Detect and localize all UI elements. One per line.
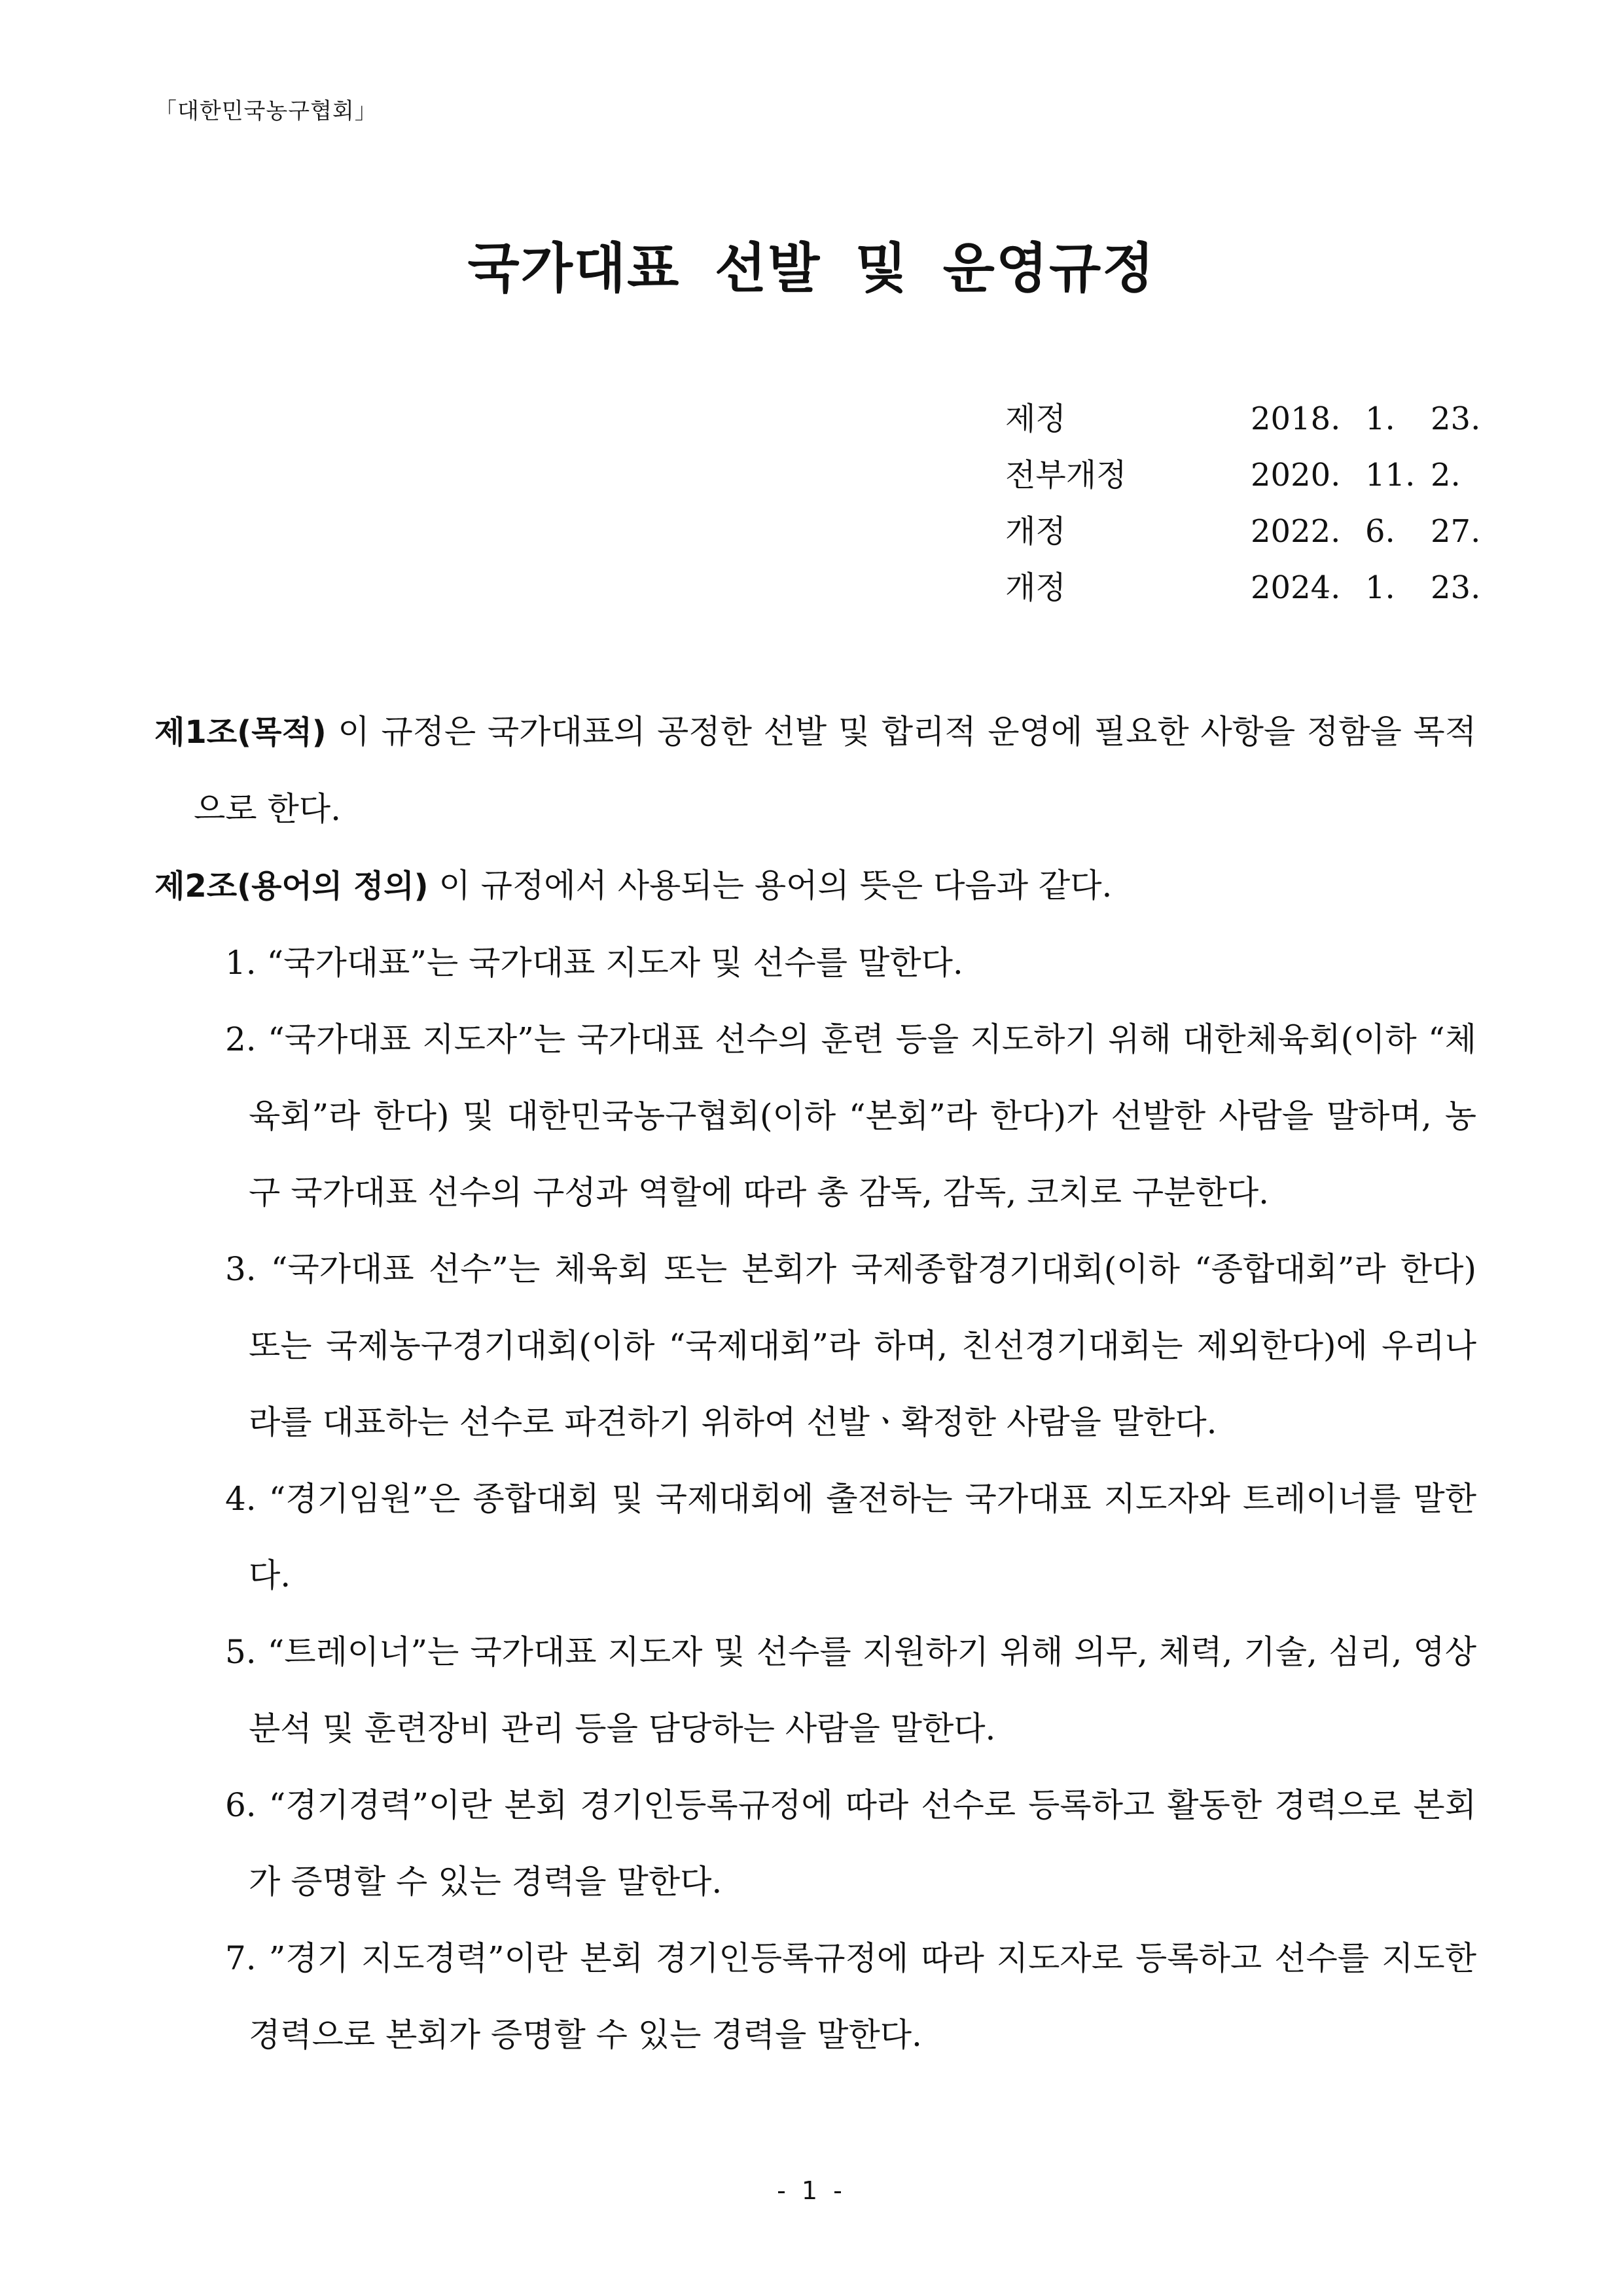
definition-item-3: 3. “국가대표 선수”는 체육회 또는 본회가 국제종합경기대회(이하 “종합대회”라 한다) 또는 국제농구경기대회(이하 “국제대회”라 하며, 친선경기대회는 제외한다)에 우리나라를 대표하는 선수로 파견하기 위하여 선발ㆍ확정한 사람을 말한다. bbox=[225, 1250, 1476, 1441]
regulation-body bbox=[154, 694, 1476, 2073]
revision-label: 개정 bbox=[1005, 513, 1066, 550]
revision-row bbox=[1005, 560, 1481, 616]
definition-item-6: 6. “경기경력”이란 본회 경기인등록규정에 따라 선수로 등록하고 활동한 경력으로 본회가 증명할 수 있는 경력을 말한다. bbox=[225, 1786, 1476, 1901]
definition-item-7: 7. ”경기 지도경력”이란 본회 경기인등록규정에 따라 지도자로 등록하고 선수를 지도한 경력으로 본회가 증명할 수 있는 경력을 말한다. bbox=[225, 1939, 1476, 2054]
revision-day: 23. bbox=[1431, 569, 1481, 606]
article-2-heading: 제2조(용어의 정의) bbox=[154, 868, 429, 905]
article-1-text: 이 규정은 국가대표의 공정한 선발 및 합리적 운영에 필요한 사항을 정함을 목적으로 한다. bbox=[194, 713, 1476, 828]
article-2 bbox=[154, 848, 1476, 925]
revision-day: 23. bbox=[1431, 401, 1481, 437]
article-1-heading: 제1조(목적) bbox=[154, 714, 327, 751]
revision-year: 2022. bbox=[1251, 513, 1341, 550]
revision-year: 2018. bbox=[1251, 401, 1341, 437]
revision-history bbox=[1005, 391, 1481, 616]
revision-label: 개정 bbox=[1005, 569, 1066, 606]
page-number: - 1 - bbox=[777, 2176, 846, 2205]
definition-item-5: 5. “트레이너”는 국가대표 지도자 및 선수를 지원하기 위해 의무, 체력, 기술, 심리, 영상분석 및 훈련장비 관리 등을 담당하는 사람을 말한다. bbox=[225, 1633, 1476, 1748]
revision-day: 2. bbox=[1431, 457, 1461, 493]
revision-row bbox=[1005, 391, 1481, 447]
organization-header: 「대한민국농구협회」 bbox=[154, 98, 378, 124]
revision-day: 27. bbox=[1431, 513, 1481, 550]
revision-month: 6. bbox=[1365, 513, 1395, 550]
definition-item-4: 4. “경기임원”은 종합대회 및 국제대회에 출전하는 국가대표 지도자와 트레이너를 말한다. bbox=[225, 1480, 1476, 1594]
revision-month: 11. bbox=[1365, 457, 1416, 493]
revision-label: 전부개정 bbox=[1005, 457, 1127, 493]
revision-year: 2020. bbox=[1251, 457, 1341, 493]
revision-label: 제정 bbox=[1005, 401, 1066, 437]
revision-row bbox=[1005, 447, 1476, 503]
article-1 bbox=[154, 694, 1476, 848]
revision-month: 1. bbox=[1365, 569, 1395, 606]
revision-row bbox=[1005, 503, 1481, 560]
definition-item-2: 2. “국가대표 지도자”는 국가대표 선수의 훈련 등을 지도하기 위해 대한체육회(이하 “체육회”라 한다) 및 대한민국농구협회(이하 “본회”라 한다)가 선발한 사람을 말하며, 농구 국가대표 선수의 구성과 역할에 따라 총 감독, 감독, 코치로 구분한다. bbox=[225, 1020, 1476, 1211]
article-2-text: 이 규정에서 사용되는 용어의 뜻은 다음과 같다. bbox=[428, 867, 1113, 905]
definition-item-1: 1. “국가대표”는 국가대표 지도자 및 선수를 말한다. bbox=[225, 944, 963, 982]
revision-year: 2024. bbox=[1251, 569, 1341, 606]
revision-month: 1. bbox=[1365, 401, 1395, 437]
document-title: 국가대표 선발 및 운영규정 bbox=[467, 238, 1156, 300]
